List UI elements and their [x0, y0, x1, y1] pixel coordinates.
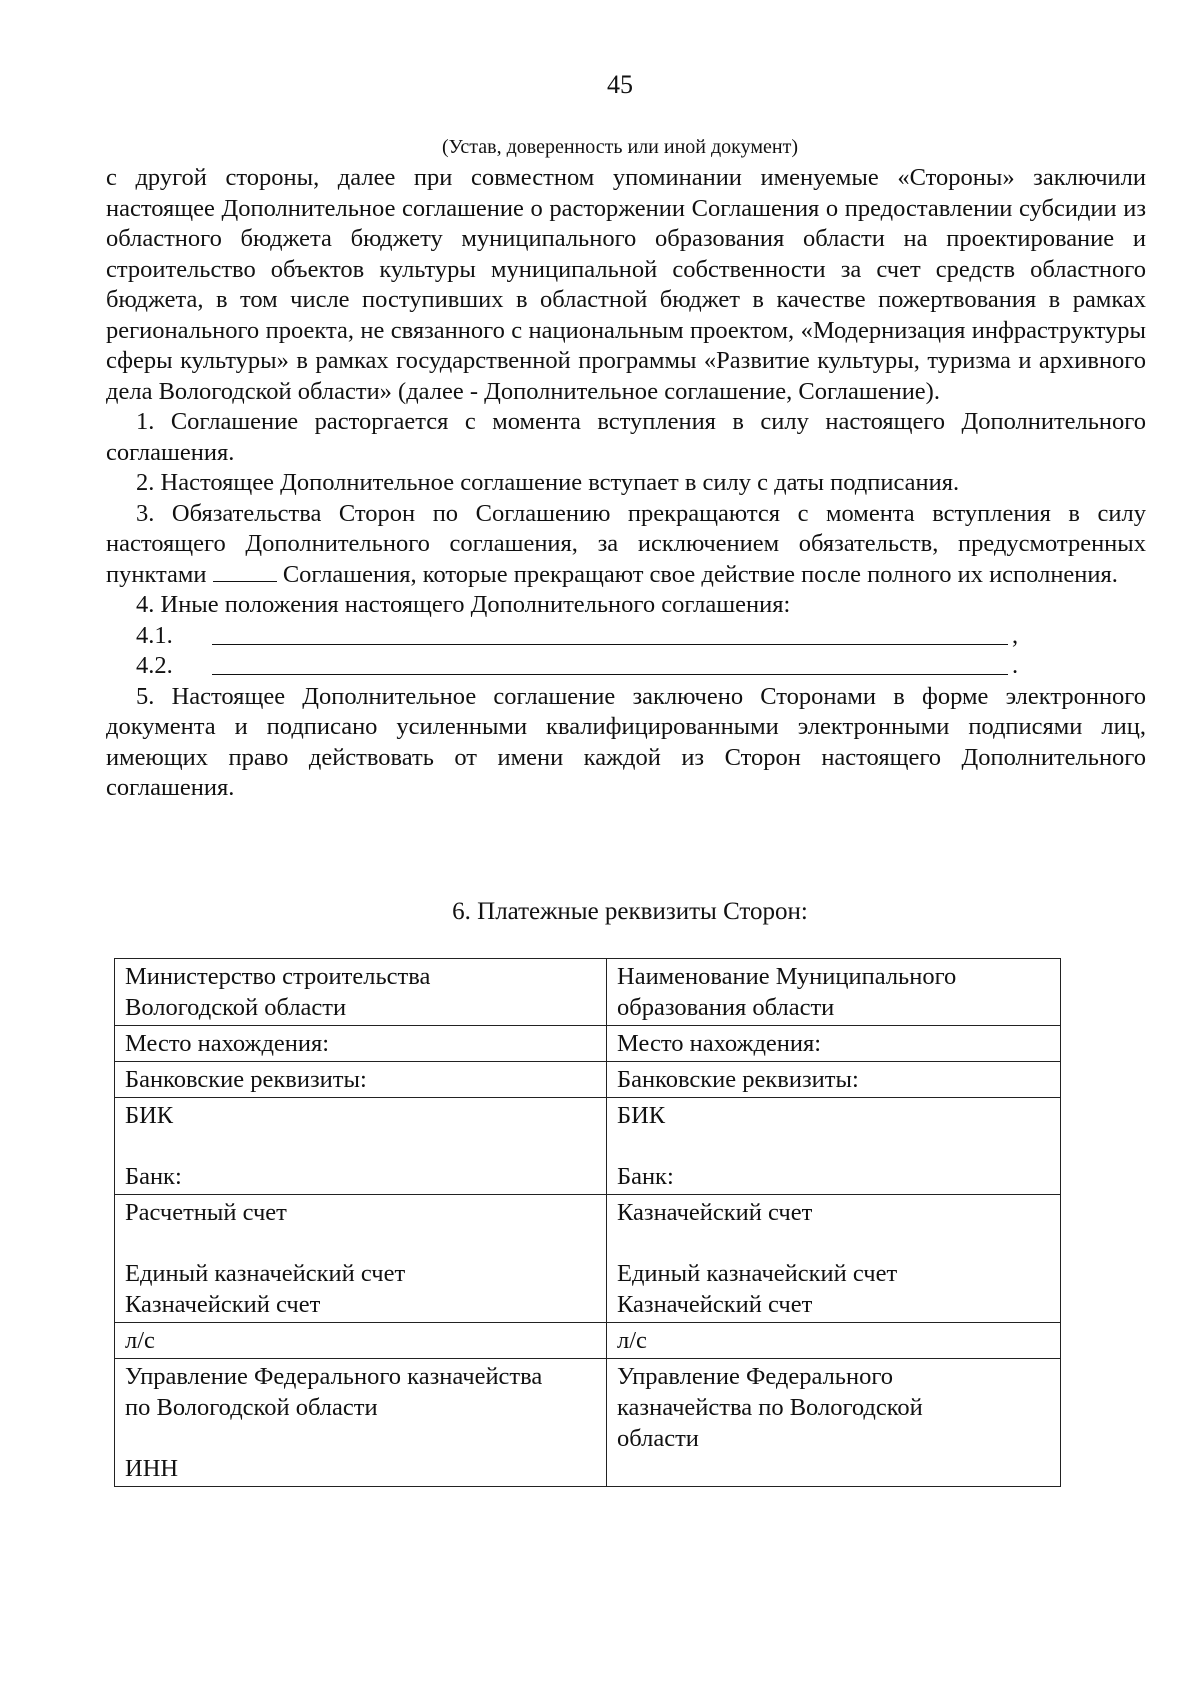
left-treasury-office-line1: Управление Федерального казначейства — [125, 1363, 543, 1390]
right-bank-details-cell: Банковские реквизиты: — [607, 1062, 1061, 1098]
left-personal-account-cell: л/с — [115, 1323, 607, 1359]
right-party-name-cell — [607, 959, 1061, 1026]
right-treasury-office-line1: Управление Федерального — [617, 1363, 894, 1390]
requisites-table — [114, 958, 1061, 1487]
left-bank-label: Банк: — [125, 1163, 182, 1190]
left-bik-bank-cell — [115, 1098, 607, 1195]
clause-2: 2. Настоящее Дополнительное соглашение вступает в силу с даты подписания. — [136, 469, 960, 496]
right-party-name-line2: образования области — [617, 994, 835, 1021]
right-accounts-cell — [607, 1195, 1061, 1323]
right-treasury-account-label: Казначейский счет — [617, 1291, 813, 1318]
clause-5: 5. Настоящее Дополнительное соглашение заключено Сторонами в форме электронного документа и подписано усиленными квалифицированными электронными подписями лиц, имеющих право действовать от имени каждой из Сторон настоящего Дополнительного соглашения. — [106, 682, 1146, 801]
right-personal-account-cell: л/с — [607, 1323, 1061, 1359]
clause-4-2-period: . — [1012, 652, 1019, 679]
left-account-label: Расчетный счет — [125, 1199, 287, 1226]
agreement-body — [106, 163, 1146, 804]
right-treasury-office-line3: области — [617, 1425, 699, 1452]
clause-3-text-end: Соглашения, которые прекращают свое действие после полного их исполнения. — [282, 560, 1118, 588]
right-bank-label: Банк: — [617, 1163, 674, 1190]
left-bik-label: БИК — [125, 1102, 174, 1129]
left-treasury-office-cell — [115, 1359, 607, 1487]
clause-4: 4. Иные положения настоящего Дополнительного соглашения: — [136, 591, 791, 618]
left-accounts-cell — [115, 1195, 607, 1323]
right-account-label: Казначейский счет — [617, 1199, 813, 1226]
clause-3 — [106, 499, 1146, 591]
clause-4-2-number: 4.2. — [136, 652, 173, 679]
right-bik-label: БИК — [617, 1102, 666, 1129]
table-row — [115, 1098, 1061, 1195]
clause-4-2 — [106, 651, 1146, 682]
left-treasury-account-label: Казначейский счет — [125, 1291, 321, 1318]
right-bik-bank-cell — [607, 1098, 1061, 1195]
clause-4-1-comma: , — [1012, 621, 1019, 649]
left-inn-label: ИНН — [125, 1455, 179, 1482]
clause-4-1 — [106, 621, 1146, 652]
clause-1: 1. Соглашение расторгается с момента вступления в силу настоящего Дополнительного соглашения. — [106, 408, 1146, 466]
left-location-cell: Место нахождения: — [115, 1026, 607, 1062]
left-single-treasury-account-label: Единый казначейский счет — [125, 1260, 406, 1287]
table-row — [115, 1359, 1061, 1487]
table-row — [115, 1026, 1061, 1062]
clause-3-text-start: 3. Обязательства Сторон по Соглашению прекращаются с момента вступления в силу настоящего Дополнительного соглашения, за исключением обязательств, предусмотренных пунктами — [106, 499, 1146, 588]
clause-4-1-number: 4.1. — [136, 621, 173, 649]
table-row — [115, 1062, 1061, 1098]
right-location-cell: Место нахождения: — [607, 1026, 1061, 1062]
clause-3-blank-field — [213, 561, 277, 582]
right-party-name-line1: Наименование Муниципального — [617, 963, 957, 990]
right-treasury-office-cell — [607, 1359, 1061, 1487]
document-type-caption: (Устав, доверенность или иной документ) — [442, 136, 798, 158]
intro-paragraph: с другой стороны, далее при совместном упоминании именуемые «Стороны» заключили настоящее Дополнительное соглашение о расторжении Соглашения о предоставлении субсидии из областного бюджета бюджету муниципального образования области на проектирование и строительство объектов культуры муниципальной собственности за счет средств областного бюджета, в том числе поступивших в областной бюджет в качестве пожертвования в рамках регионального проекта, не связанного с национальным проектом, «Модернизация инфраструктуры сферы культуры» в рамках государственной программы «Развитие культуры, туризма и архивного дела Вологодской области» (далее - Дополнительное соглашение, Соглашение). — [106, 164, 1146, 405]
clause-4-1-blank-line — [212, 644, 1008, 645]
left-party-name-line1: Министерство строительства — [125, 963, 431, 990]
left-bank-details-cell: Банковские реквизиты: — [115, 1062, 607, 1098]
table-row — [115, 1195, 1061, 1323]
left-party-name-cell — [115, 959, 607, 1026]
table-row — [115, 1323, 1061, 1359]
clause-4-2-blank-line — [212, 674, 1008, 675]
table-row — [115, 959, 1061, 1026]
right-treasury-office-line2: казначейства по Вологодской — [617, 1394, 923, 1421]
requisites-section-title: 6. Платежные реквизиты Сторон: — [452, 898, 808, 925]
left-treasury-office-line2: по Вологодской области — [125, 1394, 378, 1421]
left-party-name-line2: Вологодской области — [125, 994, 347, 1021]
right-single-treasury-account-label: Единый казначейский счет — [617, 1260, 898, 1287]
page-number: 45 — [607, 70, 633, 99]
